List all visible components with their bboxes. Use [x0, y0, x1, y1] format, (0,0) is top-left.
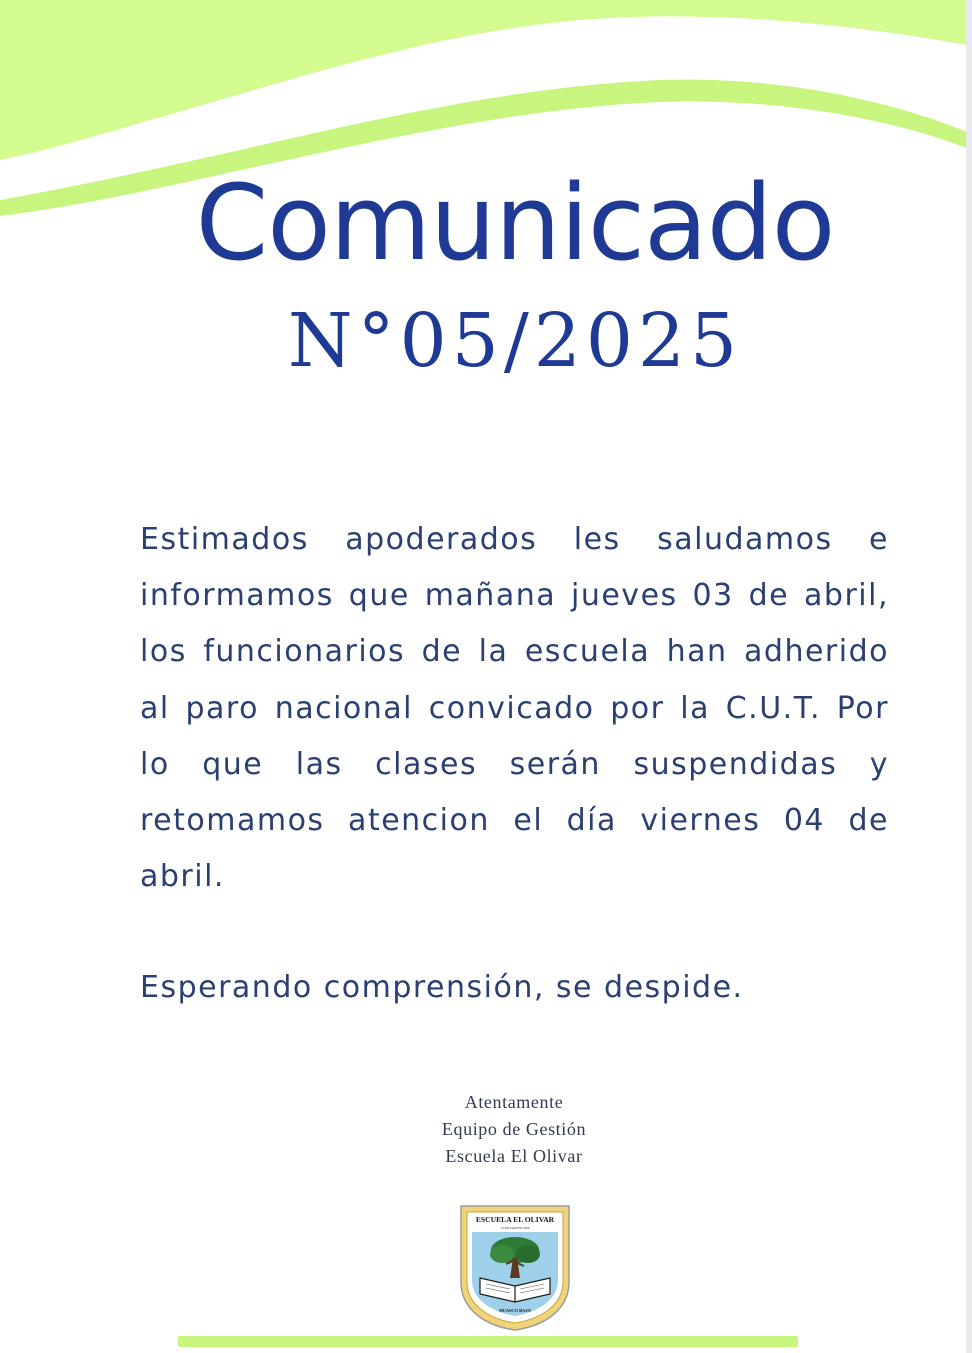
signature-line-1: Atentamente	[464, 1092, 564, 1112]
crest-location: HUASCO BAJO	[499, 1308, 531, 1313]
crest-name: ESCUELA EL OLIVAR	[475, 1215, 555, 1224]
crest-subtitle: 12 DE AGOSTO 1960	[500, 1226, 530, 1230]
bottom-accent-bar	[178, 1336, 798, 1347]
body-paragraph: Estimados apoderados les saludamos e informamos que mañana jueves 03 de abril, los funcionarios de la escuela han adherido al paro nacional convicado por la C.U.T. Por lo que las clases serán suspendidas y retomamos atencion el día viernes 04 de abril.	[140, 522, 889, 895]
page-title: Comunicado	[195, 162, 835, 284]
signature-line-3: Escuela El Olivar	[445, 1146, 583, 1166]
school-crest-icon	[458, 1202, 572, 1332]
signature-block	[364, 1089, 664, 1170]
closing-line: Esperando comprensión, se despide.	[140, 970, 744, 1005]
communique-number: N°05/2025	[287, 298, 743, 384]
signature-line-2: Equipo de Gestión	[441, 1119, 587, 1139]
